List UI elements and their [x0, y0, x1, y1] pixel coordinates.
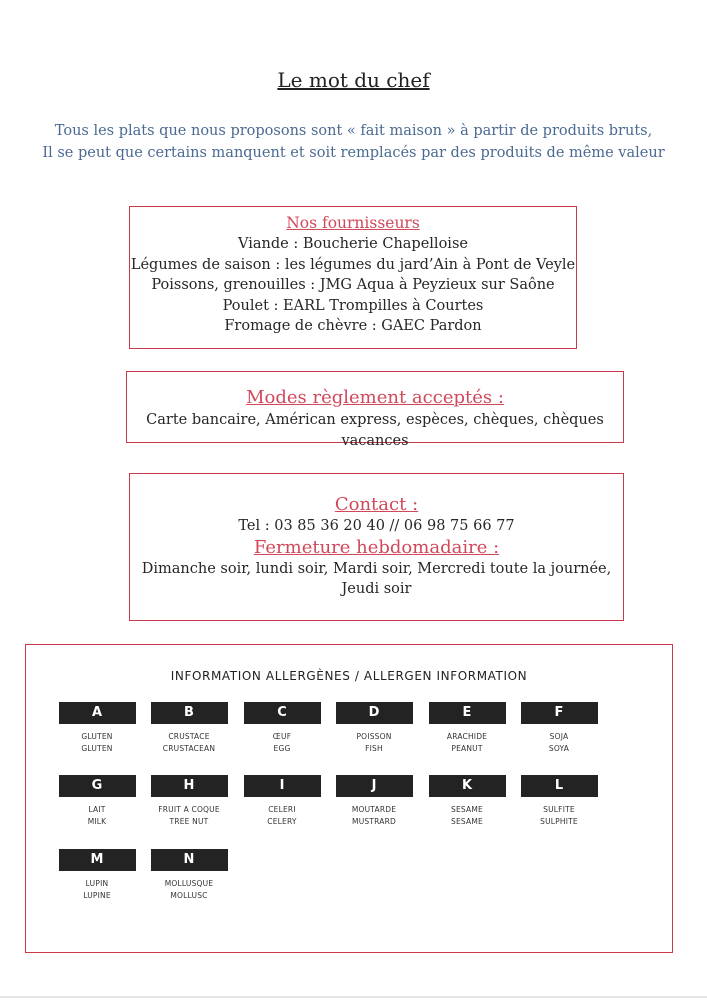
allergen-letter: B — [151, 702, 228, 724]
allergen-item — [147, 775, 231, 828]
allergen-item — [55, 849, 139, 902]
supplier-line: Légumes de saison : les légumes du jard’Ain à Pont de Veyle — [130, 256, 576, 273]
allergen-label-fr: CELERI — [268, 805, 296, 814]
allergen-label-en: EGG — [273, 744, 291, 753]
supplier-line: Fromage de chèvre : GAEC Pardon — [224, 318, 482, 334]
allergen-item — [55, 702, 139, 755]
allergen-label-fr: LUPIN — [85, 879, 109, 888]
allergen-item — [332, 702, 416, 755]
supplier-line: Viande : Boucherie Chapelloise — [238, 236, 468, 252]
allergen-label-en: GLUTEN — [81, 744, 113, 753]
contact-box — [129, 473, 624, 621]
allergen-label-fr: SULFITE — [543, 805, 575, 814]
allergen-letter: D — [336, 702, 413, 724]
allergen-label-fr: ARACHIDE — [446, 732, 488, 741]
allergen-letter: C — [244, 702, 321, 724]
intro-line: Il se peut que certains manquent et soit remplacés par des produits de même valeur — [42, 145, 665, 161]
allergen-item — [425, 775, 509, 828]
allergen-letter: M — [59, 849, 136, 871]
allergen-label-fr: FRUIT A COQUE — [158, 805, 220, 814]
allergen-item — [517, 702, 601, 755]
allergen-label-en: LUPINE — [83, 891, 111, 900]
allergen-item — [240, 702, 324, 755]
allergen-item — [55, 775, 139, 828]
allergen-label-fr: MOUTARDE — [351, 805, 397, 814]
closing-days-line: Jeudi soir — [341, 581, 412, 597]
allergen-label-en: CRUSTACEAN — [162, 744, 216, 753]
allergen-label-fr: SESAME — [451, 805, 483, 814]
allergen-label-fr: SOJA — [549, 732, 569, 741]
allergen-label-fr: ŒUF — [272, 732, 292, 741]
payment-methods-line: Carte bancaire, Américan express, espèces, chèques, chèques vacances — [146, 412, 604, 449]
allergen-label-fr: LAIT — [88, 805, 106, 814]
allergen-letter: E — [429, 702, 506, 724]
allergen-letter: K — [429, 775, 506, 797]
allergen-info-box — [25, 644, 673, 953]
allergen-label-en: SOYA — [548, 744, 570, 753]
page-title: Le mot du chef — [277, 68, 430, 92]
allergen-letter: I — [244, 775, 321, 797]
supplier-line: Poissons, grenouilles : JMG Aqua à Peyzieux sur Saône — [151, 277, 555, 293]
payment-methods-box — [126, 371, 624, 449]
allergen-label-en: FISH — [365, 744, 383, 753]
allergen-label-en: SESAME — [451, 817, 483, 826]
allergen-letter: G — [59, 775, 136, 797]
allergen-label-en: MUSTRARD — [352, 817, 396, 826]
intro-text — [0, 120, 707, 164]
allergen-letter: F — [521, 702, 598, 724]
closing-days-heading: Fermeture hebdomadaire : — [253, 536, 500, 558]
page-bottom-edge — [0, 996, 707, 998]
allergen-item — [517, 775, 601, 828]
allergen-item — [147, 849, 231, 902]
supplier-line: Poulet : EARL Trompilles à Courtes — [222, 297, 484, 314]
allergen-label-fr: POISSON — [356, 732, 392, 741]
allergen-label-en: TREE NUT — [169, 817, 209, 826]
closing-days-line: Dimanche soir, lundi soir, Mardi soir, Mercredi toute la journée, — [141, 560, 612, 577]
allergen-item — [147, 702, 231, 755]
contact-phone: Tel : 03 85 36 20 40 // 06 98 75 66 77 — [238, 518, 515, 534]
allergen-title: INFORMATION ALLERGÈNES / ALLERGEN INFORMATION — [170, 669, 528, 683]
allergen-item — [240, 775, 324, 828]
contact-heading: Contact : — [334, 494, 419, 515]
allergen-item — [425, 702, 509, 755]
intro-line: Tous les plats que nous proposons sont « fait maison » à partir de produits bruts, — [54, 123, 653, 139]
allergen-label-en: MOLLUSC — [170, 891, 208, 900]
allergen-item — [332, 775, 416, 828]
allergen-label-en: PEANUT — [451, 744, 483, 753]
allergen-letter: L — [521, 775, 598, 797]
allergen-letter: A — [59, 702, 136, 724]
allergen-label-fr: CRUSTACE — [168, 732, 210, 741]
allergen-label-fr: MOLLUSQUE — [164, 879, 214, 888]
allergen-letter: N — [151, 849, 228, 871]
allergen-letter: J — [336, 775, 413, 797]
allergen-label-en: CELERY — [267, 817, 297, 826]
allergen-label-en: SULPHITE — [540, 817, 578, 826]
payment-methods-heading: Modes règlement acceptés : — [246, 387, 504, 408]
suppliers-heading: Nos fournisseurs — [286, 214, 420, 232]
allergen-label-en: MILK — [87, 817, 107, 826]
suppliers-box — [129, 206, 577, 349]
allergen-letter: H — [151, 775, 228, 797]
allergen-label-fr: GLUTEN — [81, 732, 113, 741]
